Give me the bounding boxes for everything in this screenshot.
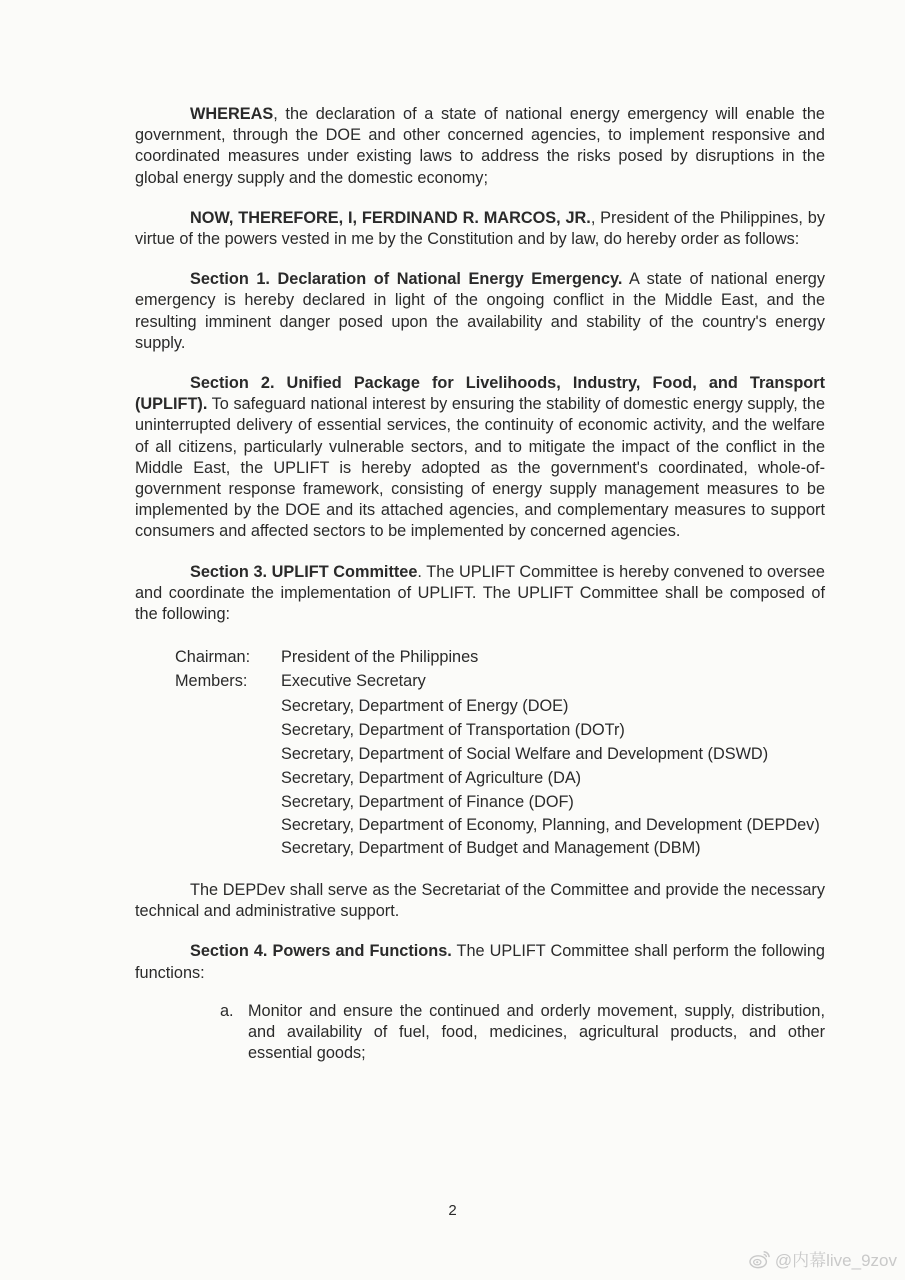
- whereas-lead: WHEREAS: [190, 105, 274, 123]
- section-2-heading: Section 2. Unified Package for Livelihoods, Industry, Food, and Transport (UPLIFT).: [135, 374, 825, 414]
- member-name: Secretary, Department of Finance (DOF): [281, 793, 574, 812]
- section-1-paragraph: [135, 269, 825, 354]
- page-number: 2: [448, 1202, 457, 1219]
- members-label: Members:: [175, 672, 248, 691]
- secretariat-text: The DEPDev shall serve as the Secretariat of the Committee and provide the necessary technical and administrative support.: [135, 880, 825, 921]
- committee-member-row: [175, 790, 825, 814]
- function-item: [220, 1001, 825, 1065]
- now-therefore-lead: NOW, THEREFORE, I, FERDINAND R. MARCOS, JR.: [190, 208, 591, 227]
- committee-member-row: [175, 766, 825, 790]
- committee-member-row: [175, 718, 825, 742]
- whereas-paragraph: [135, 104, 825, 189]
- section-1-heading: Section 1. Declaration of National Energy Emergency.: [190, 270, 623, 289]
- committee-member-row: [175, 815, 825, 836]
- member-name: Secretary, Department of Transportation (DOTr): [281, 720, 625, 739]
- committee-list: [175, 645, 825, 860]
- function-item-mark: a.: [220, 1001, 234, 1020]
- section-3-paragraph: [135, 562, 825, 626]
- member-name: Secretary, Department of Energy (DOE): [281, 696, 569, 715]
- section-3-text: . The UPLIFT Committee is hereby convened to oversee and coordinate the implementation of UPLIFT. The UPLIFT Committee shall be composed of the following:: [135, 562, 825, 624]
- member-name: Secretary, Department of Agriculture (DA): [281, 769, 582, 788]
- committee-chairman-row: [175, 645, 825, 669]
- section-4-heading: Section 4. Powers and Functions.: [190, 942, 452, 961]
- member-name: Secretary, Department of Budget and Management (DBM): [281, 838, 701, 857]
- committee-member-row: [175, 742, 825, 766]
- committee-member-row: [175, 836, 825, 860]
- watermark-text: @内幕live_9zov: [774, 1251, 897, 1270]
- section-2-text: To safeguard national interest by ensuring the stability of domestic energy supply, the uninterrupted delivery of essential services, the continuity of economic activity, and the welfare of all citizens, particularly vulnerable sectors, and to mitigate the impact of the conflict in the Middle East, the UPLIFT is hereby adopted as the government's coordinated, whole-of-government response framework, consisting of energy supply management measures to be implemented by the DOE and its attached agencies, and complementary measures to support consumers and affected sectors to be implemented by concerned agencies.: [135, 395, 825, 541]
- chairman-label: Chairman:: [175, 648, 251, 667]
- function-item-text: Monitor and ensure the continued and orderly movement, supply, distribution, and availability of fuel, food, medicines, agricultural products, and other essential goods;: [248, 1001, 825, 1063]
- whereas-text: , the declaration of a state of national energy emergency will enable the government, through the DOE and other concerned agencies, to implement responsive and coordinated measures under existing laws to address the risks posed by disruptions in the global energy supply and the domestic economy;: [135, 105, 825, 187]
- section-4-text: The UPLIFT Committee shall perform the following functions:: [135, 942, 825, 982]
- now-therefore-text: , President of the Philippines, by virtue of the powers vested in me by the Constitution and by law, do hereby order as follows:: [135, 208, 825, 249]
- weibo-icon: [749, 1249, 771, 1269]
- member-name: Executive Secretary: [281, 672, 426, 691]
- chairman-name: President of the Philippines: [281, 648, 479, 667]
- section-4-paragraph: [135, 941, 825, 983]
- committee-member-row: [175, 669, 825, 693]
- functions-list: [220, 1001, 825, 1065]
- document-page: [135, 104, 825, 1064]
- watermark: [749, 1246, 897, 1271]
- section-2-paragraph: [135, 373, 825, 543]
- committee-member-row: [175, 694, 825, 718]
- secretariat-paragraph: [135, 880, 825, 922]
- member-name: Secretary, Department of Economy, Planning, and Development (DEPDev): [281, 815, 820, 834]
- now-therefore-paragraph: [135, 208, 825, 250]
- section-3-heading: Section 3. UPLIFT Committee: [190, 562, 418, 581]
- section-1-text: A state of national energy emergency is hereby declared in light of the ongoing conflict in the Middle East, and the resulting imminent danger posed upon the availability and stability of the country's energy supply.: [135, 270, 825, 352]
- member-name: Secretary, Department of Social Welfare and Development (DSWD): [281, 745, 769, 764]
